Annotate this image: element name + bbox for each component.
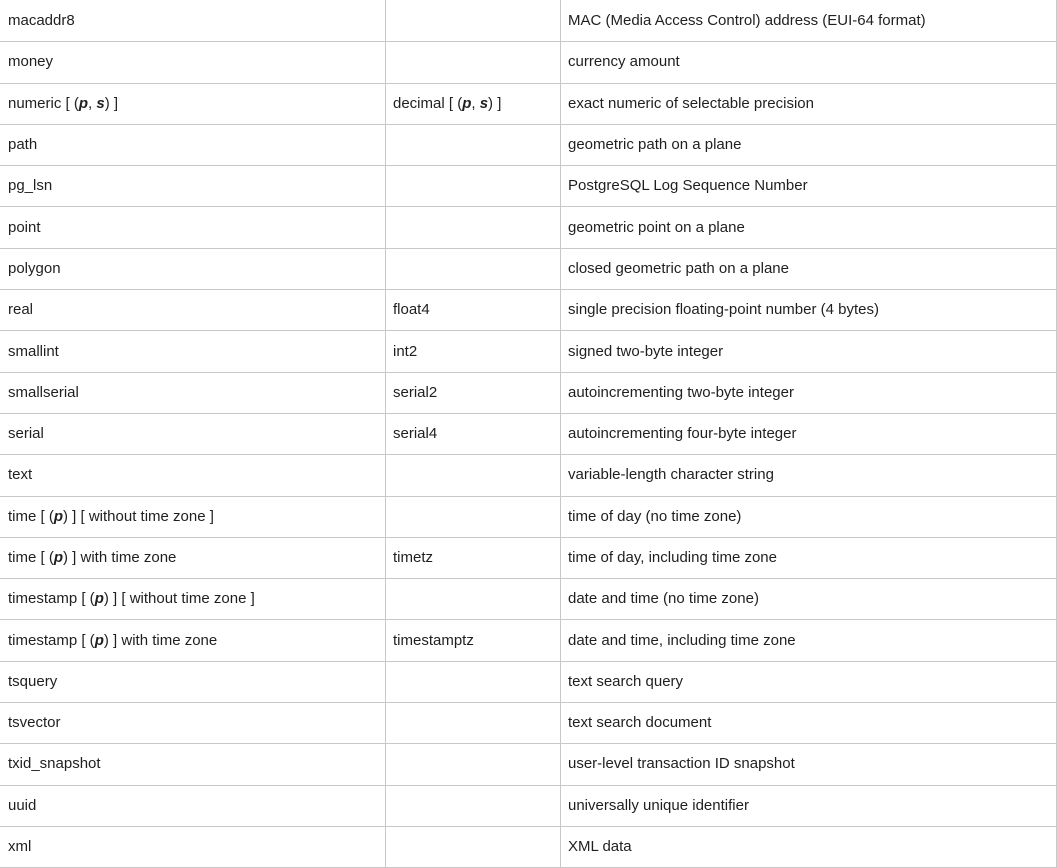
- parameter-placeholder: p: [53, 549, 64, 566]
- type-name-cell: [1, 744, 386, 785]
- type-name-cell: [1, 1, 386, 42]
- type-description-cell: text search document: [561, 703, 1057, 744]
- type-description-cell: user-level transaction ID snapshot: [561, 744, 1057, 785]
- type-aliases-cell: [386, 166, 561, 207]
- parameter-placeholder: p: [53, 507, 64, 525]
- type-description-cell: text search query: [561, 661, 1057, 702]
- type-aliases-cell: [386, 455, 561, 496]
- cell-text: polygon: [8, 259, 61, 277]
- cell-text: ) ] [ without time zone ]: [63, 507, 214, 525]
- type-description-cell: autoincrementing four-byte integer: [561, 413, 1057, 454]
- type-name-cell: [1, 703, 386, 744]
- cell-text: tsquery: [8, 672, 58, 690]
- type-description-cell: exact numeric of selectable precision: [561, 83, 1057, 124]
- cell-text: float4: [393, 301, 430, 319]
- type-aliases-cell: [386, 703, 561, 744]
- table-row: [1, 1, 1057, 42]
- table-row: [1, 785, 1057, 826]
- type-description-cell: MAC (Media Access Control) address (EUI-64 format): [561, 1, 1057, 42]
- type-name-cell: [1, 661, 386, 702]
- cell-text: timestamp [ (: [8, 590, 95, 608]
- type-description-cell: variable-length character string: [561, 455, 1057, 496]
- cell-text: time [ (: [8, 507, 54, 525]
- type-aliases-cell: [386, 331, 561, 372]
- type-name-cell: [1, 207, 386, 248]
- type-aliases-cell: [386, 537, 561, 578]
- type-description-cell: date and time (no time zone): [561, 579, 1057, 620]
- type-name-cell: [1, 124, 386, 165]
- type-aliases-cell: [386, 579, 561, 620]
- cell-text: ) ] with time zone: [103, 631, 218, 649]
- type-aliases-cell: [386, 372, 561, 413]
- cell-text: smallint: [8, 342, 59, 360]
- type-name-cell: [1, 331, 386, 372]
- type-name-cell: [1, 620, 386, 661]
- type-name-cell: [1, 42, 386, 83]
- cell-text: point: [8, 218, 41, 236]
- table-row: [1, 537, 1057, 578]
- parameter-placeholder: s: [479, 94, 489, 112]
- table-row: [1, 331, 1057, 372]
- type-description-cell: geometric path on a plane: [561, 124, 1057, 165]
- table-row: [1, 207, 1057, 248]
- type-aliases-cell: [386, 620, 561, 661]
- type-name-cell: [1, 166, 386, 207]
- cell-text: ) ]: [488, 94, 502, 112]
- cell-text: ,: [88, 94, 97, 112]
- type-name-cell: [1, 290, 386, 331]
- table-row: [1, 413, 1057, 454]
- cell-text: decimal [ (: [393, 94, 463, 112]
- type-name-cell: [1, 83, 386, 124]
- type-name-cell: [1, 372, 386, 413]
- type-description-cell: signed two-byte integer: [561, 331, 1057, 372]
- type-name-cell: [1, 537, 386, 578]
- parameter-placeholder: p: [94, 590, 104, 608]
- type-description-cell: single precision floating-point number (4 bytes): [561, 290, 1057, 331]
- table-row: [1, 124, 1057, 165]
- parameter-placeholder: p: [462, 94, 472, 112]
- type-aliases-cell: [386, 248, 561, 289]
- type-description-cell: XML data: [561, 826, 1057, 867]
- type-aliases-cell: [386, 83, 561, 124]
- cell-text: txid_snapshot: [8, 755, 101, 773]
- type-aliases-cell: [386, 124, 561, 165]
- cell-text: int2: [393, 342, 418, 360]
- table-row: [1, 83, 1057, 124]
- type-aliases-cell: [386, 413, 561, 454]
- cell-text: ) ] with time zone: [63, 549, 177, 566]
- cell-text: macaddr8: [8, 12, 75, 30]
- cell-text: timestamp [ (: [8, 631, 95, 649]
- type-aliases-cell: [386, 661, 561, 702]
- parameter-placeholder: p: [78, 94, 89, 112]
- type-aliases-cell: [386, 1, 561, 42]
- type-aliases-cell: [386, 785, 561, 826]
- cell-text: ) ]: [104, 94, 119, 112]
- cell-text: timestamptz: [393, 631, 474, 649]
- cell-text: uuid: [8, 796, 37, 814]
- table-row: [1, 661, 1057, 702]
- cell-text: ) ] [ without time zone ]: [103, 590, 255, 608]
- type-name-cell: [1, 455, 386, 496]
- table-row: [1, 703, 1057, 744]
- type-description-cell: universally unique identifier: [561, 785, 1057, 826]
- table-row: [1, 579, 1057, 620]
- parameter-placeholder: s: [96, 94, 105, 112]
- cell-text: numeric [ (: [8, 94, 79, 112]
- table-row: [1, 826, 1057, 867]
- type-name-cell: [1, 413, 386, 454]
- table-row: [1, 290, 1057, 331]
- cell-text: money: [8, 53, 54, 71]
- table-row: [1, 744, 1057, 785]
- type-description-cell: time of day, including time zone: [561, 537, 1057, 578]
- type-aliases-cell: [386, 42, 561, 83]
- cell-text: path: [8, 136, 38, 154]
- type-aliases-cell: [386, 207, 561, 248]
- type-aliases-cell: [386, 744, 561, 785]
- type-description-cell: geometric point on a plane: [561, 207, 1057, 248]
- table-row: [1, 248, 1057, 289]
- cell-text: real: [8, 301, 34, 319]
- cell-text: serial4: [393, 425, 438, 443]
- cell-text: xml: [8, 838, 32, 856]
- type-name-cell: [1, 785, 386, 826]
- table-row: [1, 455, 1057, 496]
- table-row: [1, 166, 1057, 207]
- type-description-cell: time of day (no time zone): [561, 496, 1057, 537]
- type-description-cell: date and time, including time zone: [561, 620, 1057, 661]
- type-description-cell: PostgreSQL Log Sequence Number: [561, 166, 1057, 207]
- data-types-table-body: [1, 1, 1057, 868]
- type-name-cell: [1, 248, 386, 289]
- cell-text: smallserial: [8, 383, 79, 401]
- type-description-cell: autoincrementing two-byte integer: [561, 372, 1057, 413]
- type-name-cell: [1, 826, 386, 867]
- cell-text: pg_lsn: [8, 177, 53, 195]
- parameter-placeholder: p: [94, 631, 104, 649]
- cell-text: serial: [8, 425, 44, 443]
- type-aliases-cell: [386, 290, 561, 331]
- cell-text: timetz: [393, 549, 434, 566]
- table-row: [1, 496, 1057, 537]
- type-description-cell: closed geometric path on a plane: [561, 248, 1057, 289]
- table-row: [1, 620, 1057, 661]
- cell-text: time [ (: [8, 549, 54, 566]
- cell-text: serial2: [393, 383, 438, 401]
- type-aliases-cell: [386, 826, 561, 867]
- type-name-cell: [1, 579, 386, 620]
- cell-text: tsvector: [8, 714, 61, 732]
- cell-text: ,: [471, 94, 480, 112]
- type-aliases-cell: [386, 496, 561, 537]
- table-row: [1, 372, 1057, 413]
- table-row: [1, 42, 1057, 83]
- cell-text: text: [8, 466, 33, 484]
- type-name-cell: [1, 496, 386, 537]
- type-description-cell: currency amount: [561, 42, 1057, 83]
